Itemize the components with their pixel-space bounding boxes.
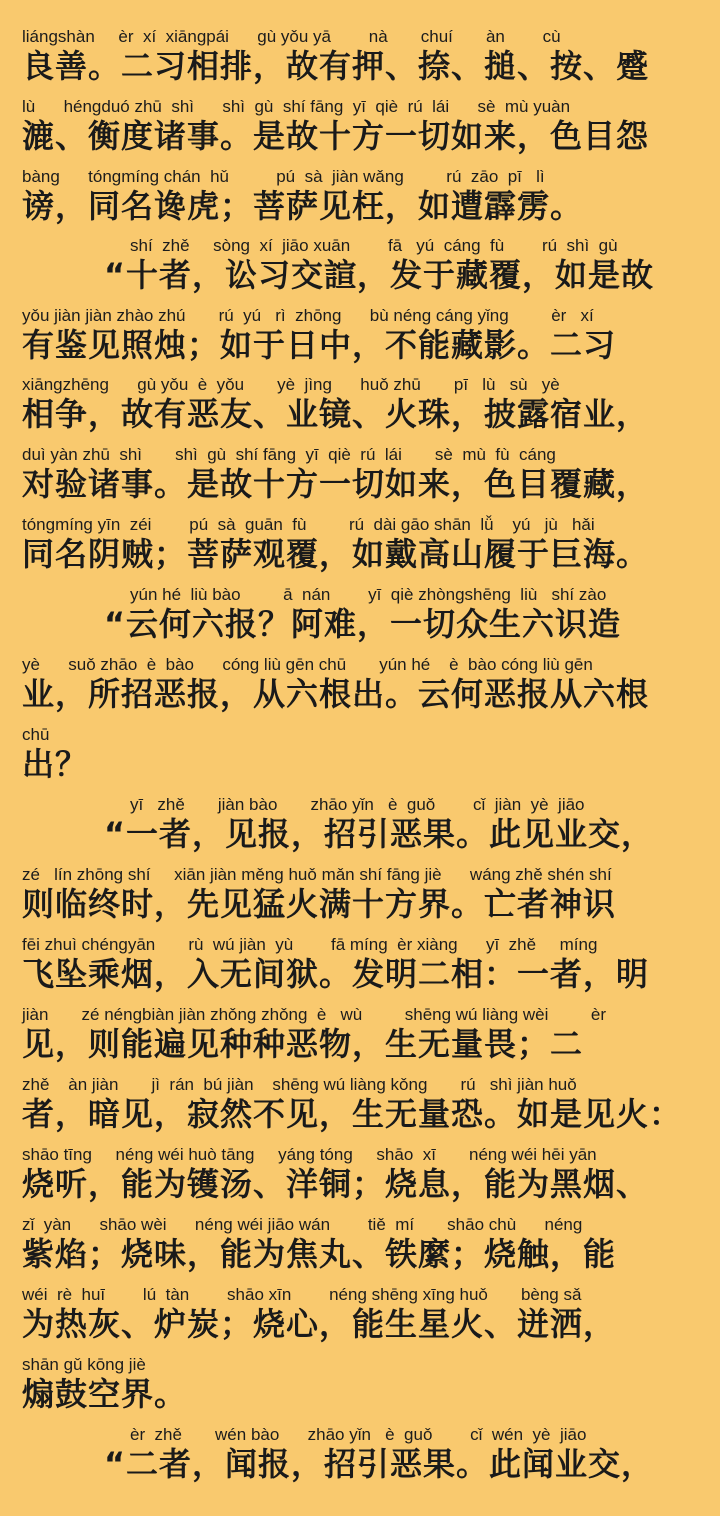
pinyin-row: zǐ yàn shāo wèi néng wéi jiāo wán tiě mí shāo chù néng <box>22 1215 583 1234</box>
text-line <box>0 724 720 784</box>
pinyin-row: yè suǒ zhāo è bào cóng liù gēn chū yún hé è bào cóng liù gēn <box>22 655 593 674</box>
pinyin-row: shí zhě sòng xí jiāo xuān fā yú cáng fù rú shì gù <box>130 236 618 255</box>
hanzi-row: 见，则能遍见种种恶物，生无量畏；二 <box>22 1025 584 1063</box>
text-line <box>0 374 720 434</box>
text-line <box>0 235 720 295</box>
hanzi-row: 相争，故有恶友、业镜、火珠，披露宿业， <box>22 395 650 433</box>
text-line <box>0 166 720 226</box>
pinyin-row: lù héngduó zhū shì shì gù shí fāng yī qiè rú lái sè mù yuàn <box>22 97 571 116</box>
hanzi-row: 则临终时，先见猛火满十方界。亡者神识 <box>22 885 617 923</box>
text-line <box>0 26 720 86</box>
hanzi-row: 为热灰、炉炭；烧心，能生星火、迸洒， <box>22 1305 617 1343</box>
text-line <box>0 1144 720 1204</box>
pinyin-row: liángshàn èr xí xiāngpái gù yǒu yā nà chuí àn cù <box>22 27 561 46</box>
text-line <box>0 1354 720 1414</box>
text-line <box>0 794 720 854</box>
pinyin-row: chū <box>22 725 50 744</box>
hanzi-row: 良善。二习相排，故有押、捺、搥、按、蹙 <box>22 47 650 85</box>
hanzi-row: 者，暗见，寂然不见，生无量恐。如是见火： <box>22 1095 683 1133</box>
hanzi-row: 同名阴贼；菩萨观覆，如戴高山履于巨海。 <box>22 535 650 573</box>
pinyin-row: èr zhě wén bào zhāo yǐn è guǒ cǐ wén yè jiāo <box>130 1425 587 1444</box>
hanzi-row: 煽鼓空界。 <box>22 1375 188 1413</box>
pinyin-row: zhě àn jiàn jì rán bú jiàn shēng wú liàng kǒng rú shì jiàn huǒ <box>22 1075 577 1094</box>
hanzi-row: “一者，见报，招引恶果。此见业交， <box>104 815 655 853</box>
hanzi-row: 飞坠乘烟，入无间狱。发明二相：一者，明 <box>22 955 650 993</box>
hanzi-row: 漉、衡度诸事。是故十方一切如来，色目怨 <box>22 117 650 155</box>
text-line <box>0 1284 720 1344</box>
hanzi-row: 有鉴见照烛；如于日中，不能藏影。二习 <box>22 326 617 364</box>
text-line <box>0 584 720 644</box>
pinyin-row: yǒu jiàn jiàn zhào zhú rú yú rì zhōng bù néng cáng yǐng èr xí <box>22 306 594 325</box>
pinyin-row: shāo tīng néng wéi huò tāng yáng tóng shāo xī néng wéi hēi yān <box>22 1145 597 1164</box>
pinyin-row: wéi rè huī lú tàn shāo xīn néng shēng xīng huǒ bèng sǎ <box>22 1285 582 1304</box>
hanzi-row: 出？ <box>22 745 89 783</box>
pinyin-row: yún hé liù bào ā nán yī qiè zhòngshēng liù shí zào <box>130 585 607 604</box>
text-line <box>0 514 720 574</box>
pinyin-row: duì yàn zhū shì shì gù shí fāng yī qiè rú lái sè mù fù cáng <box>22 445 556 464</box>
hanzi-row: 紫焰；烧味，能为焦丸、铁縻；烧触，能 <box>22 1235 617 1273</box>
text-line <box>0 305 720 365</box>
text-line <box>0 1424 720 1484</box>
hanzi-row: 谤，同名谗虎；菩萨见枉，如遭霹雳。 <box>22 187 584 225</box>
hanzi-row: 烧听，能为镬汤、洋铜；烧息，能为黑烟、 <box>22 1165 650 1203</box>
text-line <box>0 934 720 994</box>
text-line <box>0 1214 720 1274</box>
pinyin-row: jiàn zé néngbiàn jiàn zhǒng zhǒng è wù shēng wú liàng wèi èr <box>22 1005 607 1024</box>
hanzi-row: 业，所招恶报，从六根出。云何恶报从六根 <box>22 675 650 713</box>
pinyin-row: yī zhě jiàn bào zhāo yǐn è guǒ cǐ jiàn yè jiāo <box>130 795 585 814</box>
pinyin-row: bàng tóngmíng chán hǔ pú sà jiàn wǎng rú zāo pī lì <box>22 167 545 186</box>
pinyin-row: zé lín zhōng shí xiān jiàn měng huǒ mǎn shí fāng jiè wáng zhě shén shí <box>22 865 612 884</box>
hanzi-row: “十者，讼习交諠，发于藏覆，如是故 <box>104 256 655 294</box>
hanzi-row: 对验诸事。是故十方一切如来，色目覆藏， <box>22 465 650 503</box>
text-line <box>0 1074 720 1134</box>
text-line <box>0 1004 720 1064</box>
hanzi-row: “云何六报？阿难，一切众生六识造 <box>104 605 622 643</box>
text-line <box>0 654 720 714</box>
pinyin-row: xiāngzhēng gù yǒu è yǒu yè jìng huǒ zhū pī lù sù yè <box>22 375 560 394</box>
pinyin-row: fēi zhuì chéngyān rù wú jiàn yù fā míng èr xiàng yī zhě míng <box>22 935 598 954</box>
text-line <box>0 864 720 924</box>
hanzi-row: “二者，闻报，招引恶果。此闻业交， <box>104 1445 655 1483</box>
text-line <box>0 444 720 504</box>
text-line <box>0 96 720 156</box>
pinyin-row: tóngmíng yīn zéi pú sà guān fù rú dài gāo shān lǚ yú jù hǎi <box>22 515 595 534</box>
pinyin-row: shān gǔ kōng jiè <box>22 1355 146 1374</box>
